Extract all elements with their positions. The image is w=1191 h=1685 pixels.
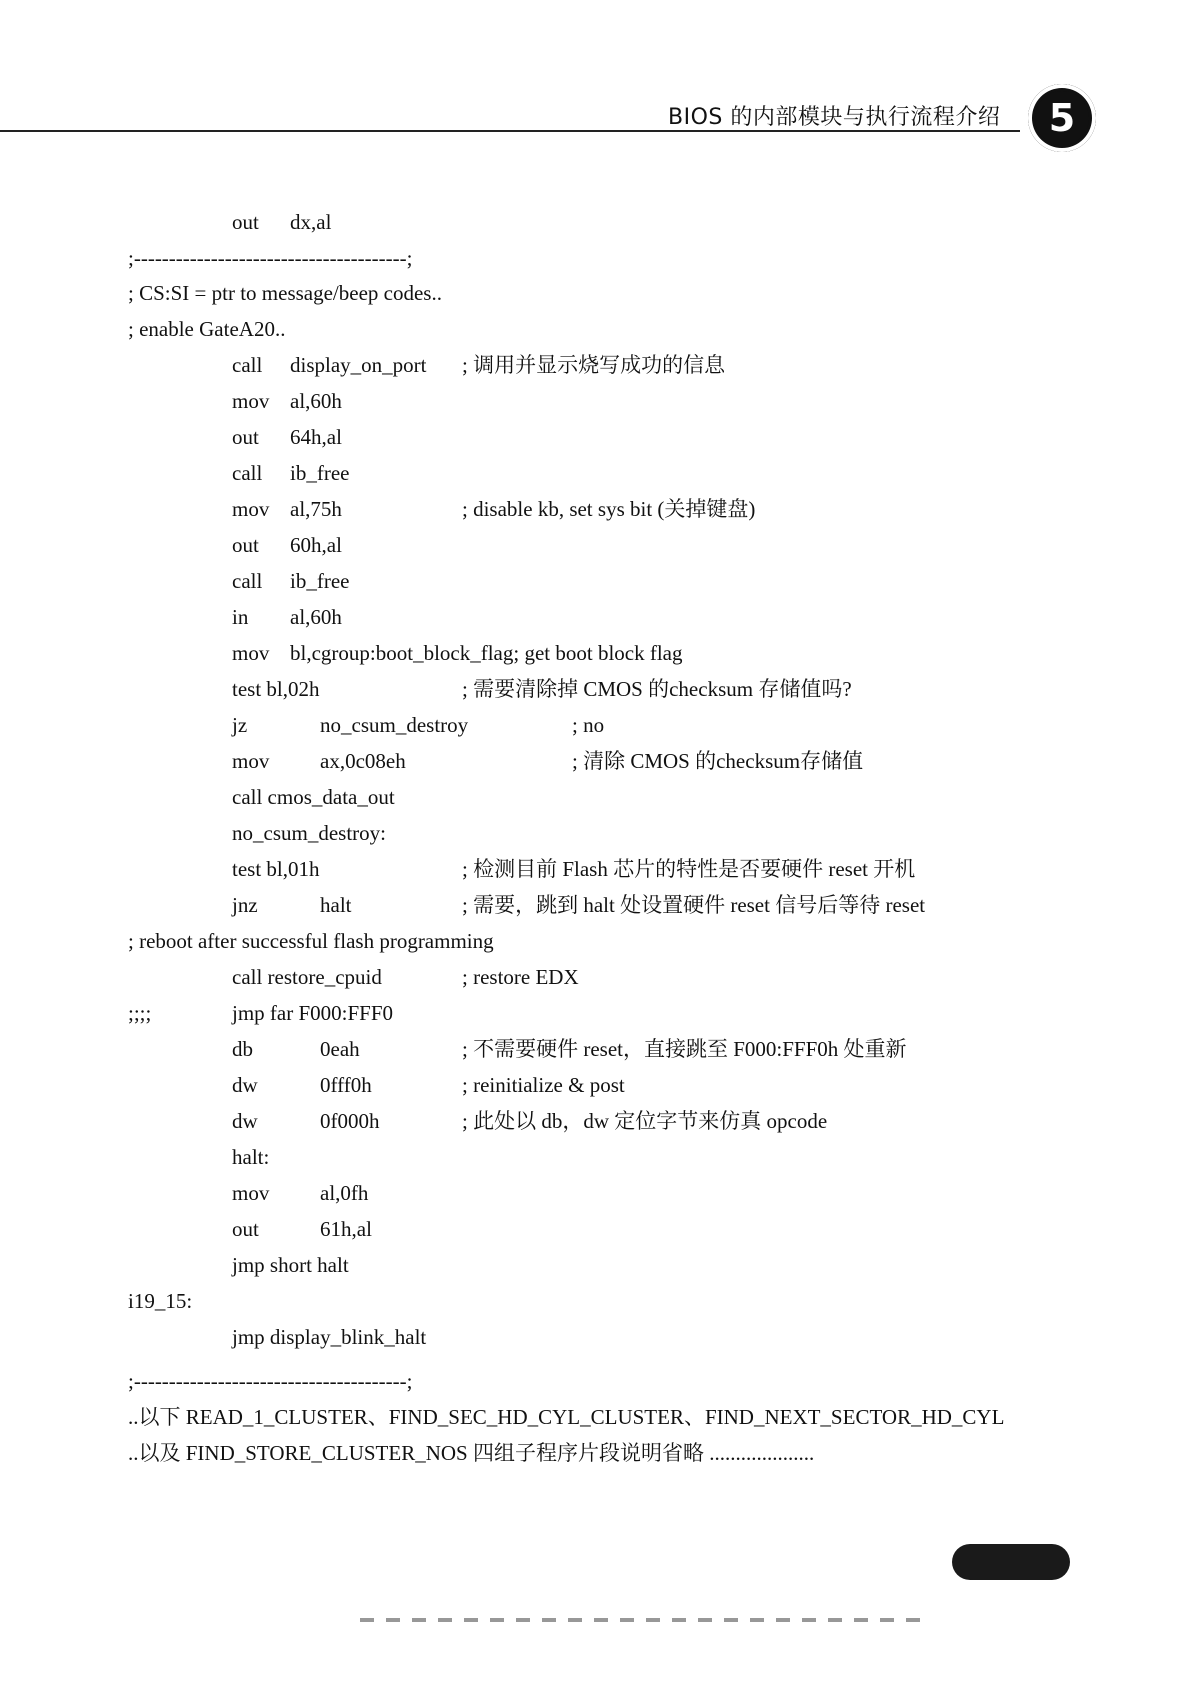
code-operand: al,60h (290, 389, 342, 413)
code-comment: ; reboot after successful flash programming (128, 929, 494, 953)
code-operand: ax,0c08eh (320, 749, 406, 773)
code-comment: ; 需要，跳到 halt 处设置硬件 reset 信号后等待 reset (462, 893, 926, 917)
code-mnemonic: out (232, 425, 259, 449)
code-mnemonic: mov (232, 749, 270, 773)
code-mnemonic: jz (232, 713, 248, 737)
code-operand: 0eah (320, 1037, 360, 1061)
code-comment: ; disable kb, set sys bit (关掉键盘) (462, 497, 756, 521)
code-comment-marker: ;;;; (128, 1001, 152, 1025)
code-operand: al,75h (290, 497, 342, 521)
code-operand: halt (320, 893, 352, 917)
note-line: ..以及 FIND_STORE_CLUSTER_NOS 四组子程序片段说明省略 .................... (128, 1441, 815, 1465)
code-comment: ; 清除 CMOS 的checksum存储值 (572, 749, 864, 773)
separator-line: ;---------------------------------------; (128, 246, 413, 270)
code-operand: dx,al (290, 210, 332, 234)
code-mnemonic: out (232, 1217, 259, 1241)
code-operand: 61h,al (320, 1217, 372, 1241)
code-comment: ; 不需要硬件 reset，直接跳至 F000:FFF0h 处重新 (462, 1037, 907, 1061)
code-mnemonic: call (232, 569, 263, 593)
code-operand: 0fff0h (320, 1073, 372, 1097)
running-header-title: BIOS 的内部模块与执行流程介绍 (668, 105, 1001, 130)
code-instruction: call cmos_data_out (232, 785, 395, 809)
code-comment: ; 检测目前 Flash 芯片的特性是否要硬件 reset 开机 (462, 857, 916, 881)
code-operand: al,60h (290, 605, 342, 629)
code-label: halt: (232, 1145, 270, 1169)
code-operand: al,0fh (320, 1181, 369, 1205)
code-instruction: call restore_cpuid (232, 965, 382, 989)
code-mnemonic: mov (232, 389, 270, 413)
code-label: i19_15: (128, 1289, 193, 1313)
code-mnemonic: call (232, 461, 263, 485)
footer-print-artifact (360, 1618, 920, 1622)
code-comment: ; restore EDX (462, 965, 579, 989)
code-mnemonic: dw (232, 1073, 258, 1097)
code-mnemonic: mov (232, 1181, 270, 1205)
page-number-tab (952, 1544, 1070, 1580)
note-line: ..以下 READ_1_CLUSTER、FIND_SEC_HD_CYL_CLUSTER、FIND_NEXT_SECTOR_HD_CYL (128, 1405, 1005, 1429)
code-comment: ; reinitialize & post (462, 1073, 625, 1097)
code-mnemonic: db (232, 1037, 253, 1061)
code-instruction: jmp display_blink_halt (232, 1325, 427, 1349)
code-mnemonic: test bl,02h (232, 677, 320, 701)
code-mnemonic: mov (232, 641, 270, 665)
code-operand: 64h,al (290, 425, 342, 449)
code-mnemonic: dw (232, 1109, 258, 1133)
code-comment: ; 需要清除掉 CMOS 的checksum 存储值吗? (462, 677, 852, 701)
code-comment: ; 调用并显示烧写成功的信息 (462, 353, 726, 377)
code-comment: ; enable GateA20.. (128, 317, 286, 341)
code-mnemonic: jnz (232, 893, 258, 917)
code-mnemonic: in (232, 605, 249, 629)
code-operand: 0f000h (320, 1109, 380, 1133)
code-operand: 60h,al (290, 533, 342, 557)
code-mnemonic: test bl,01h (232, 857, 320, 881)
code-operand: bl,cgroup:boot_block_flag; get boot block flag (290, 641, 683, 665)
code-comment: ; no (572, 713, 605, 737)
code-comment: ; CS:SI = ptr to message/beep codes.. (128, 281, 442, 305)
code-operand: ib_free (290, 569, 350, 593)
chapter-number: 5 (1048, 96, 1076, 140)
code-label: no_csum_destroy: (232, 821, 386, 845)
code-operand: no_csum_destroy (320, 713, 469, 737)
code-mnemonic: out (232, 533, 259, 557)
code-operand: ib_free (290, 461, 350, 485)
separator-line: ;---------------------------------------; (128, 1369, 413, 1393)
code-mnemonic: out (232, 210, 259, 234)
code-operand: display_on_port (290, 353, 427, 377)
code-instruction: jmp far F000:FFF0 (232, 1001, 394, 1025)
code-mnemonic: mov (232, 497, 270, 521)
code-instruction: jmp short halt (232, 1253, 349, 1277)
code-mnemonic: call (232, 353, 263, 377)
code-comment: ; 此处以 db，dw 定位字节来仿真 opcode (462, 1109, 828, 1133)
